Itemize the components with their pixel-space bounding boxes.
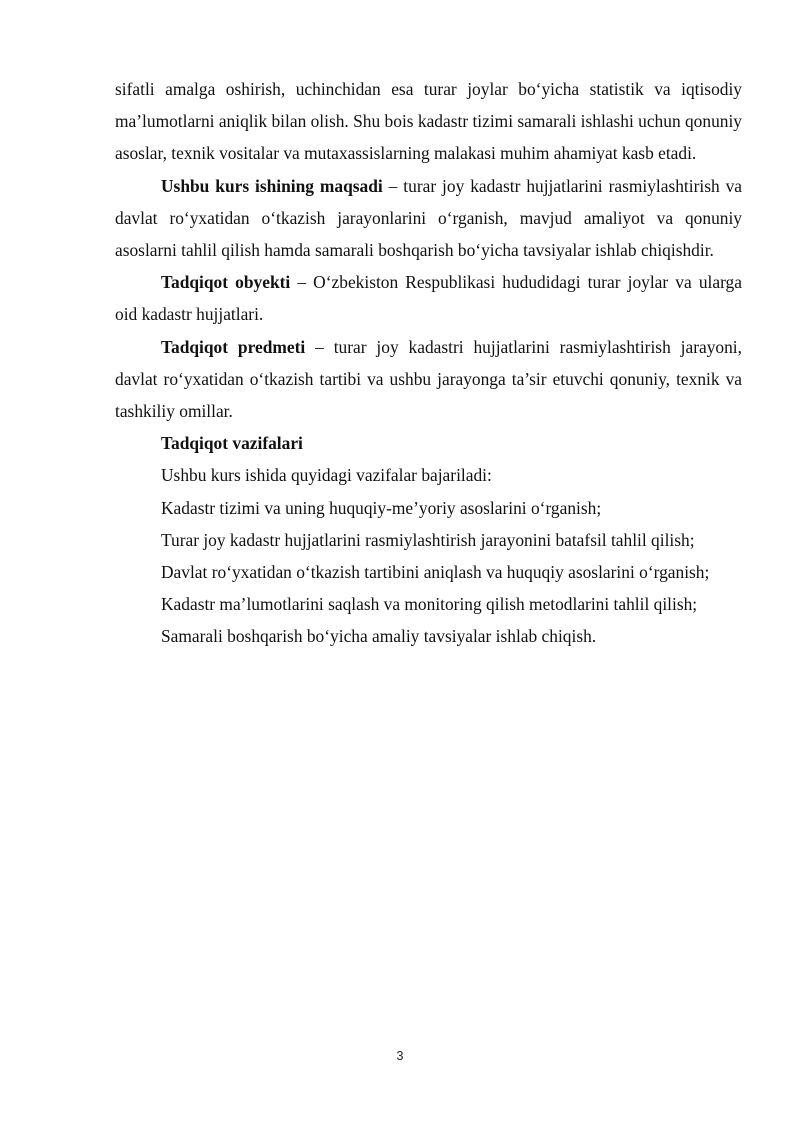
goal-label: Ushbu kurs ishining maqsadi — [161, 175, 383, 196]
task-item: Davlat ro‘yxatidan o‘tkazish tartibini aniqlash va huquqiy asoslarini o‘rganish; — [161, 562, 710, 583]
task-item: Turar joy kadastr hujjatlarini rasmiylashtirish jarayonini batafsil tahlil qilish; — [161, 529, 695, 550]
tasks-heading: Tadqiqot vazifalari — [161, 433, 303, 454]
subject-paragraph — [115, 331, 742, 428]
subject-label: Tadqiqot predmeti — [161, 336, 306, 357]
page-number: 3 — [396, 1049, 404, 1063]
object-paragraph — [115, 266, 742, 330]
document-page — [115, 73, 742, 653]
object-text: – O‘zbekiston Respublikasi hududidagi turar joylar va ularga oid kadastr hujjatlari. — [115, 272, 742, 325]
object-label: Tadqiqot obyekti — [161, 272, 291, 293]
task-item: Kadastr tizimi va uning huquqiy-me’yoriy asoslarini o‘rganish; — [161, 497, 602, 518]
tasks-intro: Ushbu kurs ishida quyidagi vazifalar bajariladi: — [161, 465, 492, 486]
subject-text: – turar joy kadastri hujjatlarini rasmiylashtirish jarayoni, davlat ro‘yxatidan o‘tkazish tartibi va ushbu jarayonga ta’sir etuvchi qonuniy, texnik va tashkiliy omillar. — [115, 336, 742, 422]
task-item: Samarali boshqarish bo‘yicha amaliy tavsiyalar ishlab chiqish. — [161, 626, 597, 647]
task-item: Kadastr ma’lumotlarini saqlash va monitoring qilish metodlarini tahlil qilish; — [161, 594, 698, 615]
intro-paragraph: sifatli amalga oshirish, uchinchidan esa turar joylar bo‘yicha statistik va iqtisodiy ma’lumotlarni aniqlik bilan olish. Shu bois kadastr tizimi samarali ishlashi uchun qonuniy asoslar, texnik vositalar va mutaxassislarning malakasi muhim ahamiyat kasb etadi. — [115, 79, 742, 164]
goal-paragraph — [115, 170, 742, 267]
goal-text: – turar joy kadastr hujjatlarini rasmiylashtirish va davlat ro‘yxatidan o‘tkazish jarayonlarini o‘rganish, mavjud amaliyot va qonuniy asoslarni tahlil qilish hamda samarali boshqarish bo‘yicha tavsiyalar ishlab chiqishdir. — [115, 175, 742, 261]
